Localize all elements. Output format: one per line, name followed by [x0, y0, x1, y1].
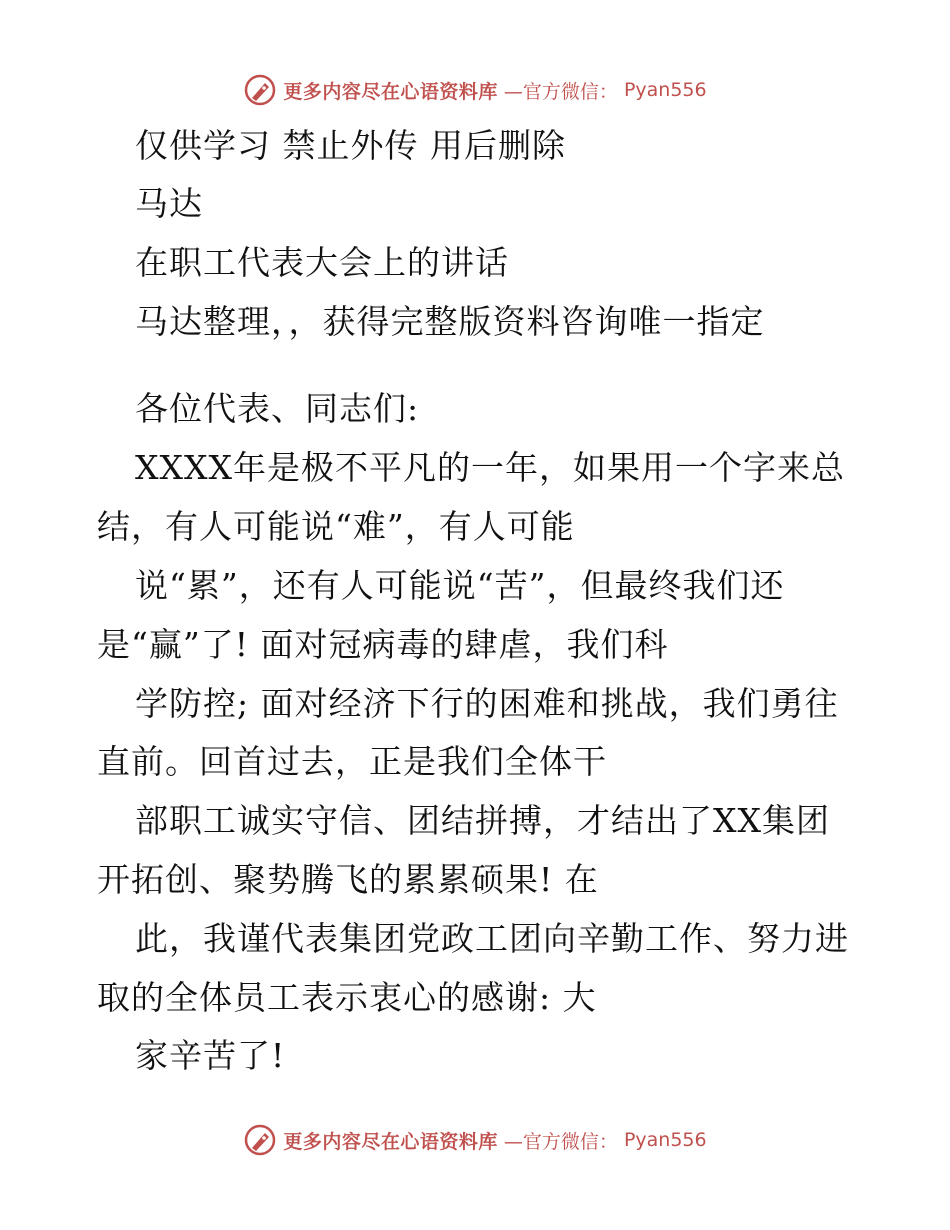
watermark-handle-text: Pyan556	[623, 1129, 707, 1151]
paragraph-line: 开拓创、聚势腾飞的累累硕果! 在	[97, 860, 599, 899]
watermark-tail-text: —官方微信：	[503, 80, 618, 103]
author-line: 马达	[135, 184, 203, 223]
pen-nib-circle-icon	[243, 1123, 277, 1157]
paragraph-line: XXXX年是极不平凡的一年，如果用一个字来总	[135, 448, 845, 487]
watermark-banner-top	[0, 70, 950, 110]
compiler-line: 马达整理，，获得完整版资料咨询唯一指定	[135, 302, 765, 341]
watermark-banner-bottom	[0, 1120, 950, 1160]
pen-nib-circle-icon	[243, 73, 277, 107]
watermark-tail-text: —官方微信：	[503, 1130, 618, 1153]
document-title: 在职工代表大会上的讲话	[135, 243, 509, 282]
paragraph-line: 此，我谨代表集团党政工团向辛勤工作、努力进	[135, 919, 849, 958]
notice-line: 仅供学习 禁止外传 用后删除	[135, 126, 566, 165]
paragraph-line: 取的全体员工表示衷心的感谢: 大	[97, 978, 597, 1017]
watermark-handle-text: Pyan556	[623, 79, 707, 101]
paragraph-line: 说“累”，还有人可能说“苦”，但最终我们还	[135, 566, 785, 605]
watermark-lead-text: 更多内容尽在心语资料库	[283, 1130, 498, 1153]
paragraph-line: 部职工诚实守信、团结拼搏，才结出了XX集团	[135, 801, 830, 840]
paragraph-line: 结，有人可能说“难”，有人可能	[97, 507, 575, 546]
paragraph-line: 是“赢”了! 面对冠病毒的肆虐，我们科	[97, 625, 669, 664]
paragraph-line: 直前。回首过去，正是我们全体干	[97, 742, 607, 781]
watermark-lead-text: 更多内容尽在心语资料库	[283, 80, 498, 103]
paragraph-line: 学防控; 面对经济下行的困难和挑战，我们勇往	[135, 684, 839, 723]
salutation: 各位代表、同志们:	[135, 389, 420, 428]
paragraph-line: 家辛苦了!	[135, 1036, 286, 1075]
